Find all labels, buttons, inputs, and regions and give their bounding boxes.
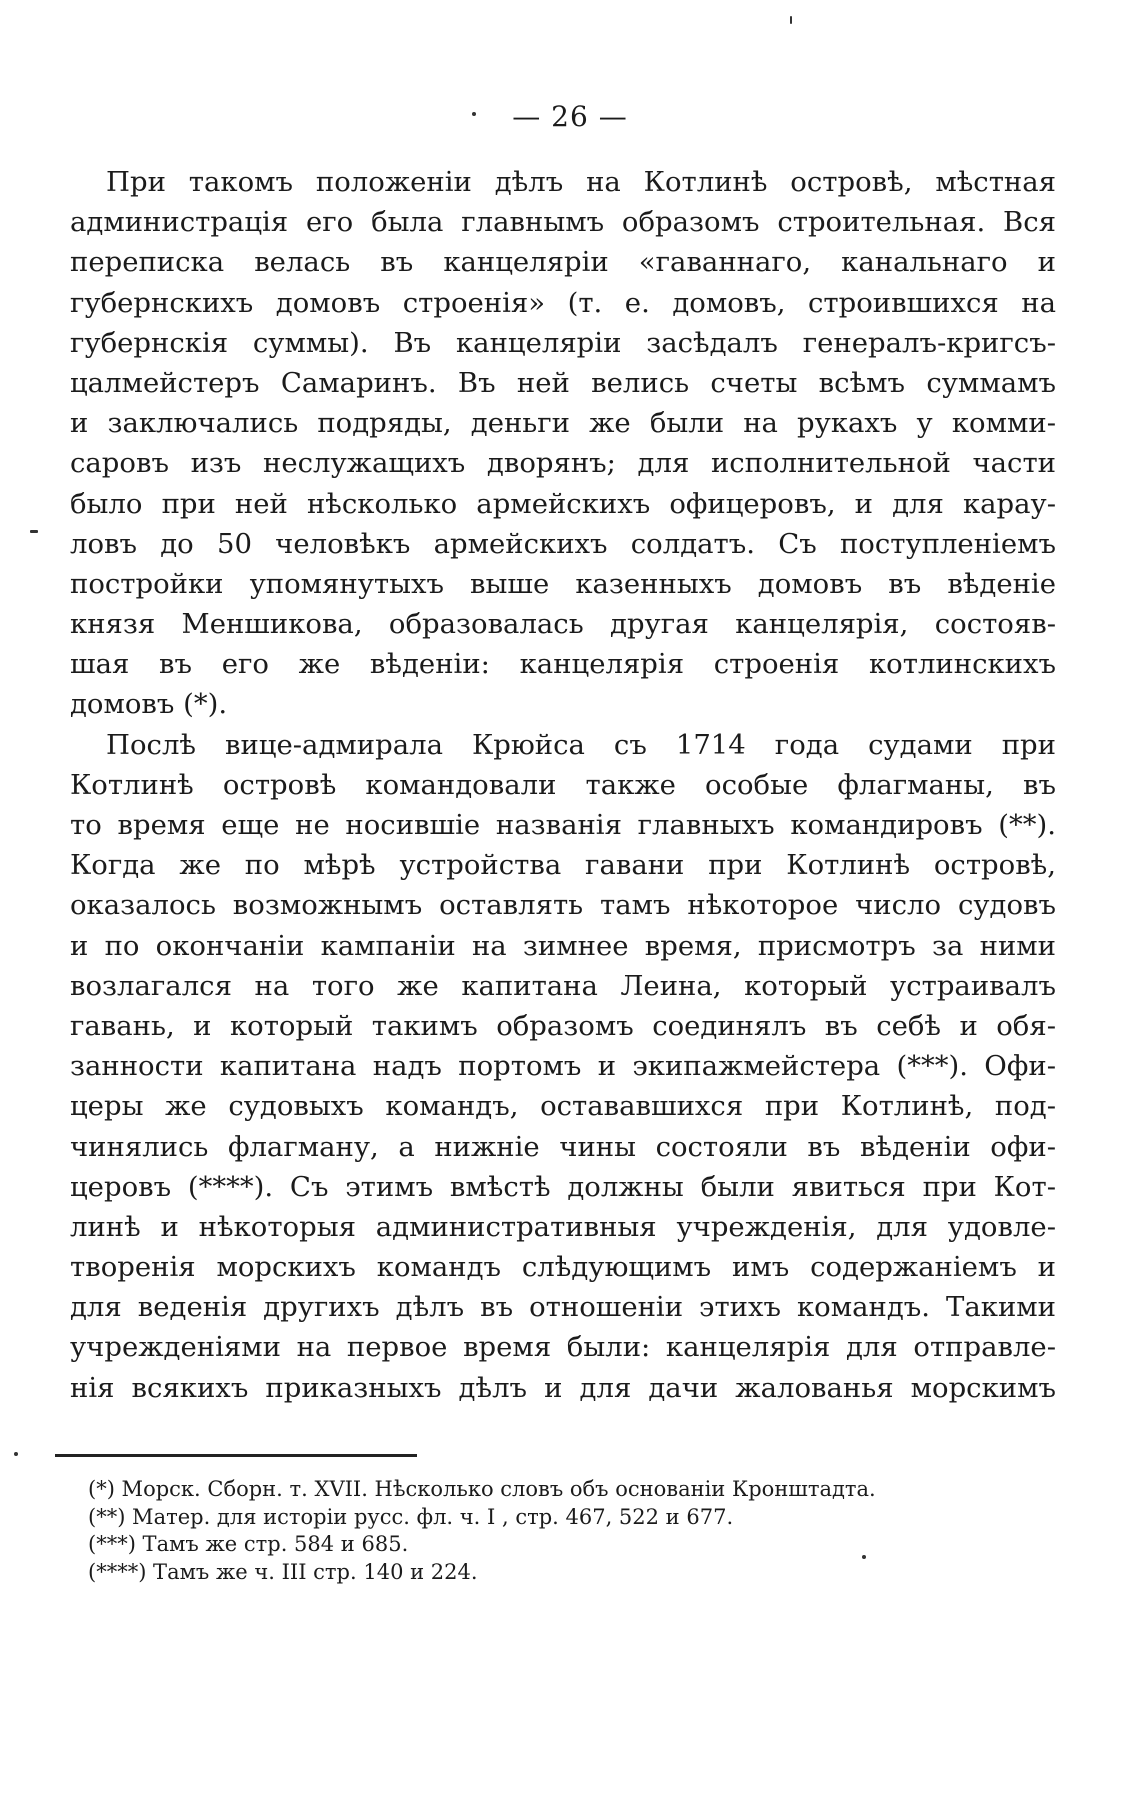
text-line: учрежденіями на первое время были: канцелярія для отправле-	[70, 1331, 1056, 1364]
text-line: администрація его была главнымъ образомъ строительная. Вся	[70, 206, 1056, 239]
text-line: ловъ до 50 человѣкъ армейскихъ солдатъ. Съ поступленіемъ	[70, 527, 1056, 560]
footnotes	[88, 1476, 1008, 1586]
paragraph	[70, 162, 1056, 725]
text-line: для веденія другихъ дѣлъ въ отношеніи этихъ командъ. Такими	[70, 1291, 1056, 1324]
text-line: линѣ и нѣкоторыя административныя учрежденія, для удовле-	[70, 1210, 1056, 1243]
text-line: и заключались подряды, деньги же были на рукахъ у комми-	[70, 407, 1056, 440]
text-line: цалмейстеръ Самаринъ. Въ ней велись счеты всѣмъ суммамъ	[70, 366, 1056, 399]
print-speck	[14, 1452, 18, 1456]
text-line: творенія морскихъ командъ слѣдующимъ имъ содержаніемъ и	[70, 1251, 1056, 1284]
text-line: князя Меншикова, образовалась другая канцелярія, состояв-	[70, 608, 1056, 641]
footnote: (*) Морск. Сборн. т. XVII. Нѣсколько словъ объ основаніи Кронштадта.	[88, 1477, 876, 1501]
text-line: занности капитана надъ портомъ и экипажмейстера (***). Офи-	[70, 1050, 1056, 1083]
footnote-divider	[55, 1454, 417, 1457]
text-line: При такомъ положеніи дѣлъ на Котлинѣ островѣ, мѣстная	[106, 166, 1056, 198]
page-number: — 26 —	[512, 100, 628, 133]
footnote: (***) Тамъ же стр. 584 и 685.	[88, 1532, 409, 1556]
text-line: было при ней нѣсколько армейскихъ офицеровъ, и для карау-	[70, 487, 1056, 520]
body-text	[70, 162, 1056, 1408]
text-line: шая въ его же вѣденіи: канцелярія строенія котлинскихъ	[70, 648, 1056, 681]
text-line: саровъ изъ неслужащихъ дворянъ; для исполнительной части	[70, 447, 1056, 480]
text-line: Котлинѣ островѣ командовали также особые флагманы, въ	[70, 768, 1056, 801]
text-line: церы же судовыхъ командъ, остававшихся при Котлинѣ, под-	[70, 1090, 1056, 1123]
text-line: Когда же по мѣрѣ устройства гавани при Котлинѣ островѣ,	[70, 849, 1056, 882]
text-line: чинялись флагману, а нижніе чины состояли въ вѣденіи офи-	[70, 1130, 1056, 1163]
text-line: нія всякихъ приказныхъ дѣлъ и для дачи жалованья морскимъ	[70, 1371, 1056, 1404]
text-line: губернскихъ домовъ строенія» (т. е. домовъ, строившихся на	[70, 286, 1056, 319]
text-line: домовъ (*).	[70, 688, 228, 721]
text-line: оказалось возможнымъ оставлять тамъ нѣкоторое число судовъ	[70, 889, 1056, 922]
text-line: и по окончаніи кампаніи на зимнее время, присмотръ за ними	[70, 929, 1056, 962]
text-line: постройки упомянутыхъ выше казенныхъ домовъ въ вѣденіе	[70, 567, 1056, 600]
print-speck	[862, 1555, 866, 1559]
footnote: (****) Тамъ же ч. III стр. 140 и 224.	[88, 1559, 478, 1584]
footnote: (**) Матер. для исторіи русс. фл. ч. I , стр. 467, 522 и 677.	[88, 1504, 734, 1529]
paragraph	[70, 725, 1056, 1408]
text-line: возлагался на того же капитана Леина, который устраивалъ	[70, 969, 1056, 1002]
text-line: переписка велась въ канцеляріи «гаваннаго, канальнаго и	[70, 246, 1056, 279]
text-line: церовъ (****). Съ этимъ вмѣстѣ должны были явиться при Кот-	[70, 1170, 1056, 1203]
text-line: Послѣ вице-адмирала Крюйса съ 1714 года судами при	[106, 728, 1056, 761]
text-line: гавань, и который такимъ образомъ соединялъ въ себѣ и обя-	[70, 1009, 1056, 1042]
print-speck	[790, 16, 792, 24]
print-speck	[472, 112, 476, 116]
text-line: то время еще не носившіе названія главныхъ командировъ (**).	[70, 809, 1056, 841]
print-speck	[30, 530, 38, 533]
text-line: губернскія суммы). Въ канцеляріи засѣдалъ генералъ-кригсъ-	[70, 326, 1056, 359]
